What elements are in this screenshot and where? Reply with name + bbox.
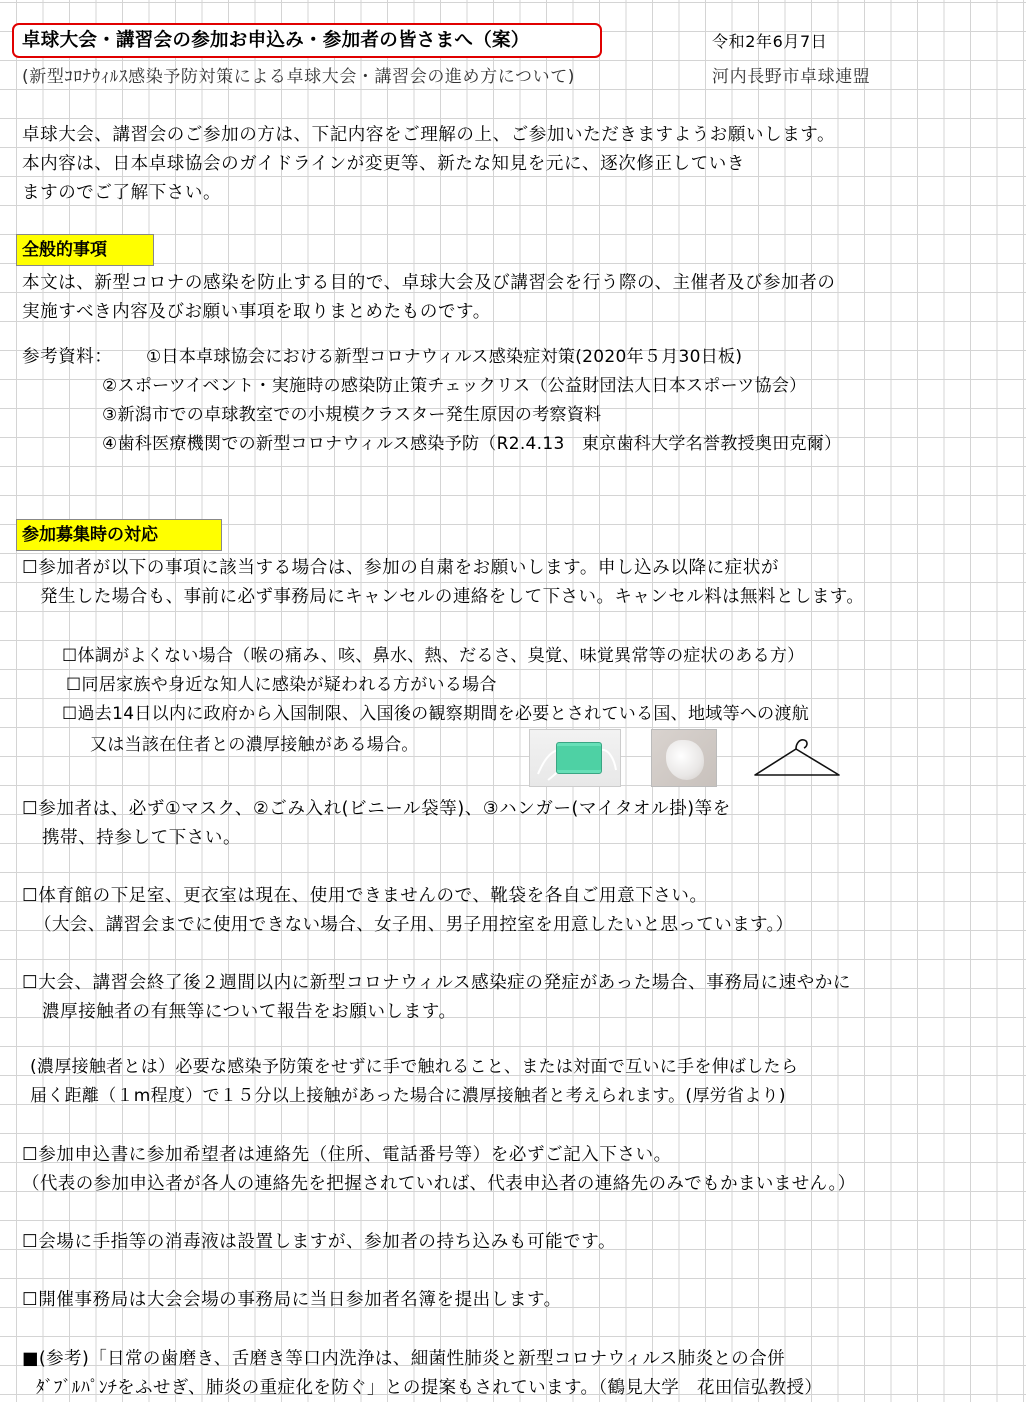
recruit-item6-line: ☐会場に手指等の消毒液は設置しますが、参加者の持ち込みも可能です。 [22,1232,617,1252]
organization-name: 河内長野市卓球連盟 [712,67,871,87]
condition-item: ☐同居家族や身近な知人に感染が疑われる方がいる場合 [66,675,497,695]
section-heading-general: 全般的事項 [16,234,154,266]
document-title: 卓球大会・講習会の参加お申込み・参加者の皆さまへ（案） [22,30,530,51]
recruit-item1-line: ☐参加者が以下の事項に該当する場合は、参加の自粛をお願いします。申し込み以降に症状が [22,558,779,578]
reference-item: ①日本卓球協会における新型コロナウィルス感染症対策(2020年５月30日板) [146,347,743,367]
references-label: 参考資料： [22,347,113,367]
intro-line: 本内容は、日本卓球協会のガイドラインが変更等、新たな知見を元に、逐次修正していき [22,154,745,174]
reference-item: ③新潟市での卓球教室での小規模クラスター発生原因の考察資料 [102,405,602,425]
recruit-item2-line: 携帯、持参して下さい。 [42,828,242,848]
condition-item: ☐体調がよくない場合（喉の痛み、咳、鼻水、熱、だるさ、臭覚、味覚異常等の症状のある方） [62,646,805,666]
recruit-item3-line: （大会、講習会までに使用できない場合、女子用、男子用控室を用意したいと思っています。） [34,915,794,935]
note-line: 届く距離（１m程度）で１５分以上接触があった場合に濃厚接触者と考えられます。(厚労省より) [30,1086,786,1106]
reference-note-line: ﾀﾞﾌﾞﾙﾊﾟﾝﾁをふせぎ、肺炎の重症化を防ぐ」との提案もされています。（鶴見大学 花田信弘教授） [36,1378,823,1398]
condition-item: 又は当該在住者との濃厚接触がある場合。 [90,735,419,755]
recruit-item3-line: ☐体育館の下足室、更衣室は現在、使用できませんので、靴袋を各自ご用意下さい。 [22,886,708,906]
reference-item: ②スポーツイベント・実施時の感染防止策チェックリス（公益財団法人日本スポーツ協会） [102,376,807,396]
hanger-icon [752,735,842,781]
note-line: (濃厚接触者とは）必要な感染予防策をせずに手で触れること、または対面で互いに手を伸ばしたら [30,1057,799,1077]
intro-line: 卓球大会、講習会のご参加の方は、下記内容をご理解の上、ご参加いただきますようお願いします。 [22,125,836,145]
intro-line: ますのでご了解下さい。 [22,183,222,203]
plastic-bag-icon [651,729,717,787]
general-body-line: 本文は、新型コロナの感染を防止する目的で、卓球大会及び講習会を行う際の、主催者及び参加者の [22,273,836,293]
reference-note-line: ■(参考)「日常の歯磨き、舌磨き等口内洗浄は、細菌性肺炎と新型コロナウィルス肺炎との合併 [22,1349,786,1369]
section-heading-recruit: 参加募集時の対応 [16,519,222,551]
document-subtitle: (新型ｺﾛﾅｳｨﾙｽ感染予防対策による卓球大会・講習会の進め方について) [22,67,576,87]
general-body-line: 実施すべき内容及びお願い事項を取りまとめたものです。 [22,302,491,322]
reference-item: ④歯科医療機関での新型コロナウィルス感染予防（R2.4.13 東京歯科大学名誉教授奥田克爾） [102,434,842,454]
recruit-item5-line: （代表の参加申込者が各人の連絡先を把握されていれば、代表申込者の連絡先のみでもかまいません。） [22,1174,856,1194]
mask-icon [529,729,621,787]
recruit-item7-line: ☐開催事務局は大会会場の事務局に当日参加者名簿を提出します。 [22,1290,562,1310]
recruit-item2-line: ☐参加者は、必ず①マスク、②ごみ入れ(ビニール袋等)、③ハンガー(マイタオル掛)等を [22,799,731,819]
recruit-item5-line: ☐参加申込書に参加希望者は連絡先（住所、電話番号等）を必ずご記入下さい。 [22,1145,672,1165]
document-date: 令和2年6月7日 [712,32,828,51]
recruit-item4-line: 濃厚接触者の有無等について報告をお願いします。 [42,1002,457,1022]
recruit-item1-line: 発生した場合も、事前に必ず事務局にキャンセルの連絡をして下さい。キャンセル料は無料とします。 [40,587,865,607]
recruit-item4-line: ☐大会、講習会終了後２週間以内に新型コロナウィルス感染症の発症があった場合、事務局に速やかに [22,973,852,993]
condition-item: ☐過去14日以内に政府から入国制限、入国後の観察期間を必要とされている国、地域等への渡航 [62,704,810,724]
